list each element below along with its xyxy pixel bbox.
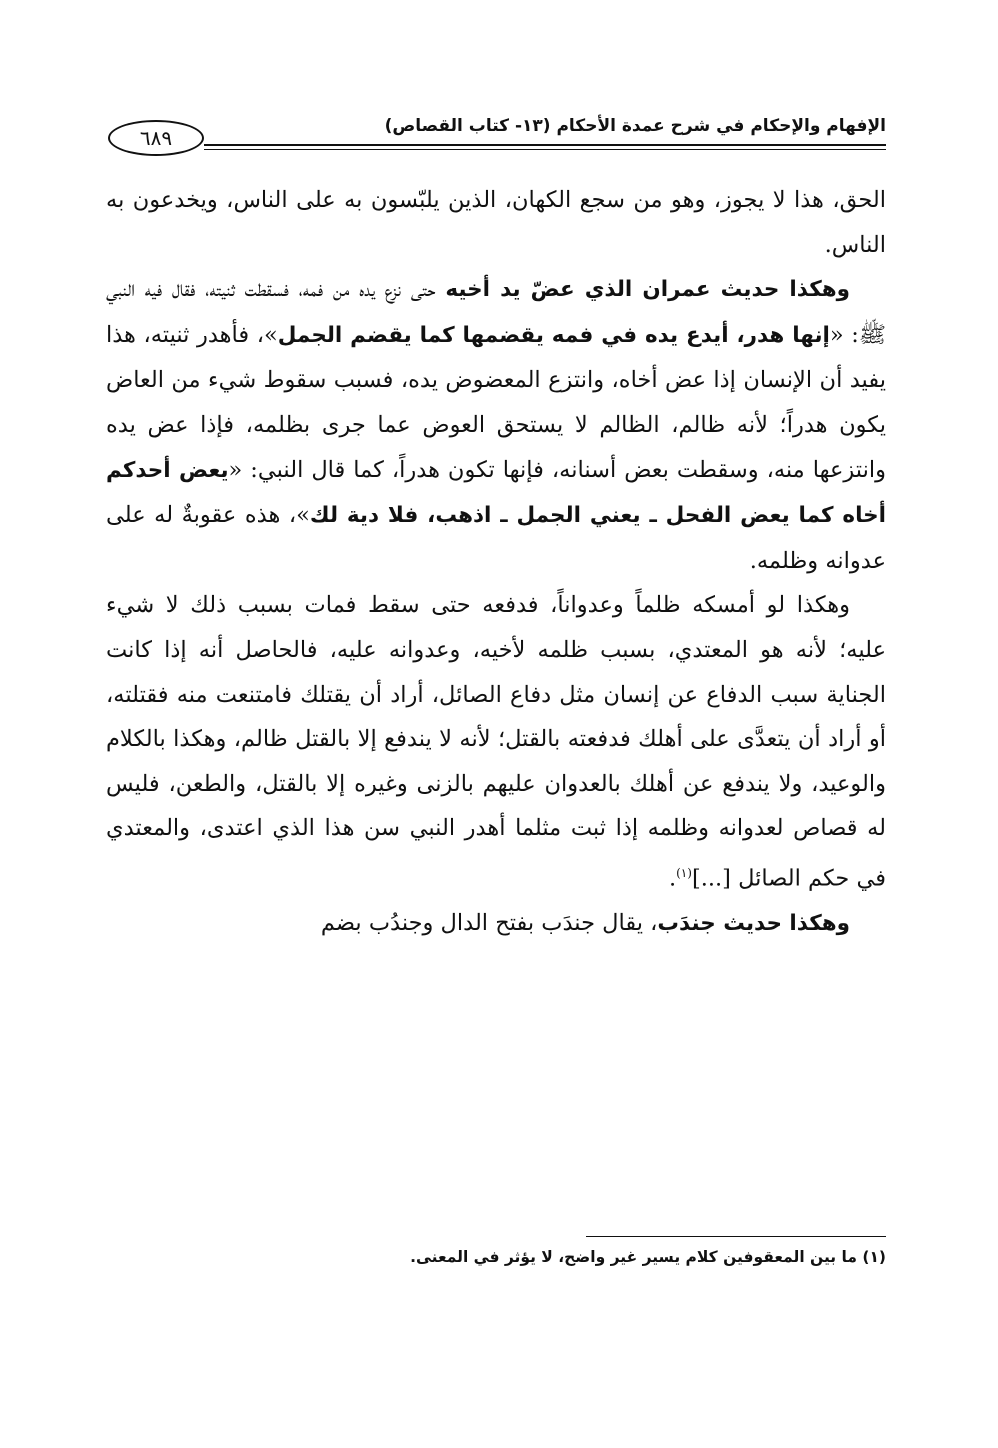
running-header xyxy=(108,110,886,156)
footnote-separator xyxy=(586,1236,886,1237)
bold-quote: وهكذا حديث عمران الذي عضّ يد أخيه xyxy=(445,277,850,303)
bold-quote: إنها هدر، أيدع يده في فمه يقضمها كما يقضم الجمل xyxy=(277,322,830,348)
text-run: . xyxy=(668,865,677,892)
body-text xyxy=(106,178,886,947)
paragraph xyxy=(106,901,886,947)
paragraph xyxy=(106,267,886,583)
header-rule xyxy=(204,144,886,146)
page-number: ٦٨٩ xyxy=(108,120,204,156)
paragraph xyxy=(106,583,886,901)
bold-quote: وهكذا حديث جندَب xyxy=(657,911,850,936)
text-run: وهكذا لو أمسكه ظلماً وعدواناً، فدفعه حتى سقط فمات بسبب ذلك لا شيء عليه؛ لأنه هو المعتدي، بسبب ظلمه لأخيه، وعدوانه عليه، فالحاصل أنه إذا كانت الجناية سبب الدفاع عن إنسان مثل دفاع الصائل، أراد أن يقتلك فامتنعت منه فقتلته، أو أراد أن يتعدَّى على أهلك فدفعته بالقتل؛ لأنه لا يندفع إلا بالقتل ظالم، وهكذا بالكلام والوعيد، ولا يندفع عن أهلك بالعدوان عليهم بالزنى وغيره إلا بالقتل، والطعن، فليس له قصاص لعدوانه وظلمه إذا ثبت مثلما أهدر النبي سن هذا الذي اعتدى، والمعتدي في حكم الصائل [...] xyxy=(106,592,886,892)
header-title: الإفهام والإحكام في شرح عمدة الأحكام (١٣- كتاب القصاص) xyxy=(384,116,886,136)
footnote-ref: (١) xyxy=(676,865,692,880)
paragraph xyxy=(106,178,886,267)
text-run: حتى نزع يده من فمه، فسقطت ثنيته، فقال فيه النبي ﷺ: « xyxy=(106,276,887,348)
bold-quote: يعض أحدكم أخاه كما يعض الفحل ـ يعني الجمل ـ اذهب، فلا دية لك xyxy=(106,457,887,529)
text-run: »، فأهدر ثنيته، هذا يفيد أن الإنسان إذا عض أخاه، وانتزع المعضوض يده، فسبب سقوط شيء من العاض يكون هدراً؛ لأنه ظالم، الظالم لا يستحق العوض عما جرى بظلمه، فإذا عض يده وانتزعها منه، وسقطت بعض أسنانه، فإنها تكون هدراً، كما قال النبي: « xyxy=(106,321,886,483)
text-run: ، يقال جندَب بفتح الدال وجندُب بضم xyxy=(320,910,658,936)
text-run: الحق، هذا لا يجوز، وهو من سجع الكهان، الذين يلبّسون به على الناس، ويخدعون به الناس. xyxy=(106,187,886,258)
footnote: (١) ما بين المعقوفين كلام يسير غير واضح، لا يؤثر في المعنى. xyxy=(410,1248,886,1266)
text-run: »، هذه عقوبةٌ له على عدوانه وظلمه. xyxy=(106,502,886,574)
header-rule-thin xyxy=(204,149,886,150)
